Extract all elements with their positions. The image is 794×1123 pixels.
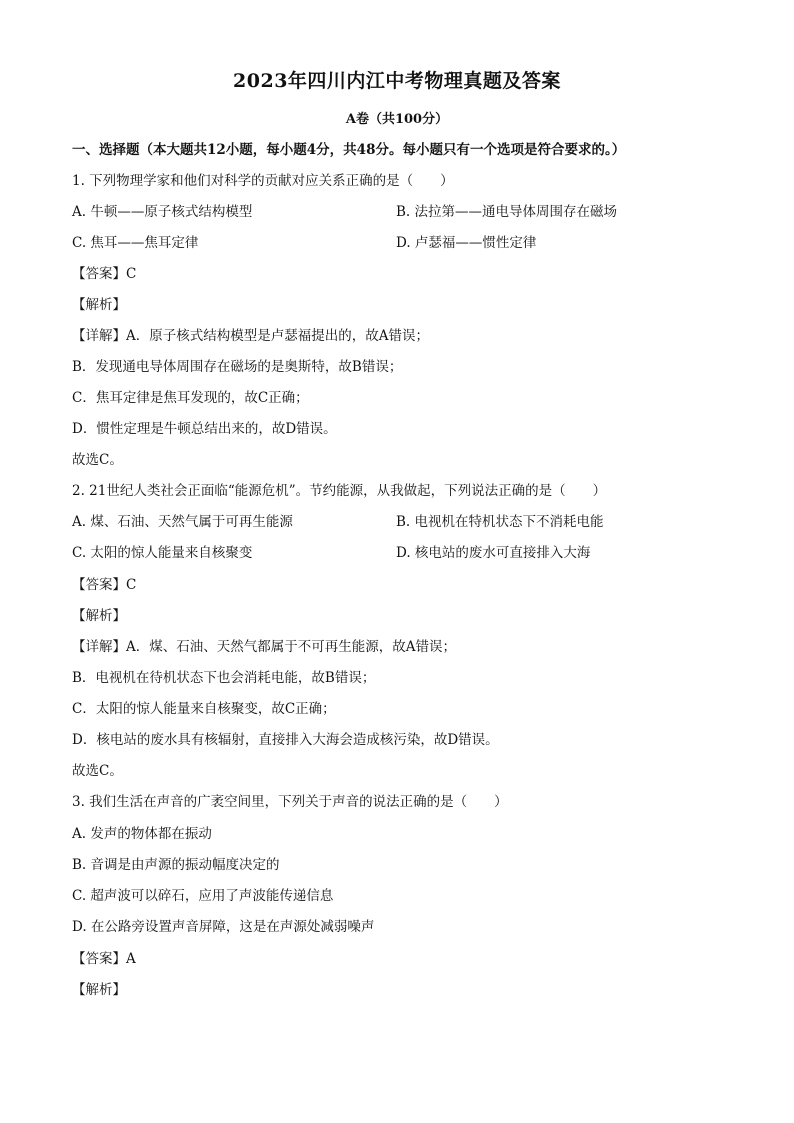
q1-conclusion: 故选C。	[72, 452, 123, 468]
q3-stem: 3. 我们生活在声音的广袤空间里，下列关于声音的说法正确的是（ ）	[72, 794, 508, 810]
q1-option-a: A. 牛顿——原子核式结构模型	[72, 204, 253, 220]
q1-analysis: 【解析】	[72, 297, 126, 313]
q1-answer: 【答案】C	[72, 266, 137, 282]
q2-detail-b: B．电视机在待机状态下也会消耗电能，故B错误；	[72, 670, 376, 686]
q3-analysis: 【解析】	[72, 982, 126, 998]
q1-detail-b: B．发现通电导体周围存在磁场的是奥斯特，故B错误；	[72, 359, 403, 375]
q3-option-a: A. 发声的物体都在振动	[72, 826, 212, 842]
section-heading: 一、选择题（本大题共12小题，每小题4分，共48分。每小题只有一个选项是符合要求的。）	[72, 142, 626, 158]
q1-stem: 1. 下列物理学家和他们对科学的贡献对应关系正确的是（ ）	[72, 173, 454, 189]
q2-detail-a: 【详解】A．煤、石油、天然气都属于不可再生能源，故A错误；	[72, 639, 456, 655]
q2-detail-d: D．核电站的废水具有核辐射，直接排入大海会造成核污染，故D错误。	[72, 732, 499, 748]
q1-option-c: C. 焦耳——焦耳定律	[72, 235, 199, 251]
q3-answer: 【答案】A	[72, 951, 136, 967]
q2-option-b: B. 电视机在特机状态下不消耗电能	[396, 514, 604, 530]
q1-detail-d: D．惯性定理是牛顿总结出来的，故D错误。	[72, 421, 337, 437]
q1-detail-a: 【详解】A．原子核式结构模型是卢瑟福提出的，故A错误；	[72, 328, 429, 344]
q2-detail-c: C．太阳的惊人能量来自核聚变，故C正确；	[72, 701, 336, 717]
q3-option-b: B. 音调是由声源的振动幅度决定的	[72, 857, 280, 873]
q2-analysis: 【解析】	[72, 608, 126, 624]
q1-detail-c: C．焦耳定律是焦耳发现的，故C正确；	[72, 390, 309, 406]
q1-option-d: D. 卢瑟福——惯性定律	[396, 235, 537, 251]
q1-option-b: B. 法拉第——通电导体周围存在磁场	[396, 204, 618, 220]
q2-option-d: D. 核电站的废水可直接排入大海	[396, 545, 591, 561]
q3-option-c: C. 超声波可以碎石，应用了声波能传递信息	[72, 888, 334, 904]
q2-answer: 【答案】C	[72, 577, 137, 593]
q2-option-c: C. 太阳的惊人能量来自核聚变	[72, 545, 253, 561]
q2-conclusion: 故选C。	[72, 763, 123, 779]
page-title: 2023年四川内江中考物理真题及答案	[233, 70, 561, 92]
page-subtitle: A卷（共100分）	[345, 112, 449, 127]
q2-option-a: A. 煤、石油、天然气属于可再生能源	[72, 514, 293, 530]
q3-option-d: D. 在公路旁设置声音屏障，这是在声源处减弱噪声	[72, 919, 375, 935]
q2-stem: 2. 21世纪人类社会正面临“能源危机”。节约能源，从我做起，下列说法正确的是（ ）	[72, 483, 607, 499]
